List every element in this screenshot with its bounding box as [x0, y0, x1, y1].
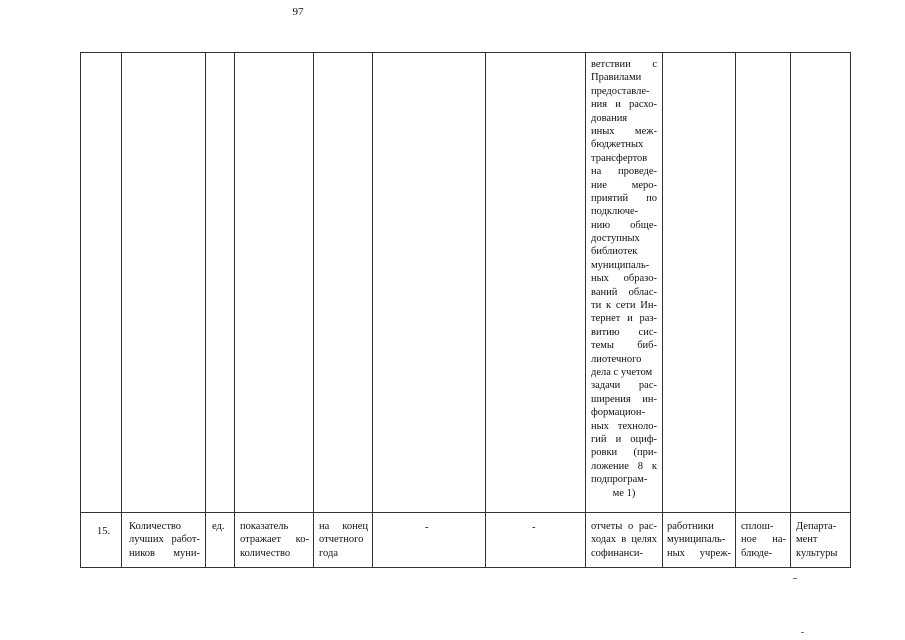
cell-line: гий и оциф- — [591, 433, 657, 445]
cell-line: культуры — [796, 547, 838, 559]
cell-line: Департа- — [796, 521, 837, 532]
cell-line: ходах в целях — [591, 534, 657, 546]
cell-line: отражает ко- — [240, 534, 309, 546]
cell-line: на конец — [319, 521, 368, 532]
cell-line: задачи рас- — [591, 380, 657, 392]
column-border — [790, 52, 791, 568]
cell-line: ных учреж- — [667, 547, 731, 559]
cell-line: лиотечного — [591, 353, 642, 365]
row-15-object-cell — [667, 520, 731, 560]
cell-line: муниципаль- — [667, 534, 726, 546]
cell-line: работники — [667, 521, 714, 532]
cell-line: блюде- — [741, 547, 773, 559]
cell-line: бюджетных — [591, 139, 644, 151]
row-15-name-cell — [129, 520, 200, 560]
cell-line: темы биб- — [591, 340, 657, 352]
cell-line: трансфертов — [591, 152, 648, 164]
column-border — [205, 52, 206, 568]
cell-line: года — [319, 547, 338, 559]
cell-line: тернет и раз- — [591, 313, 657, 325]
column-border — [735, 52, 736, 568]
row-15-unit-cell — [212, 520, 232, 533]
cell-line: нию обще- — [591, 219, 657, 231]
row-15-source-cell — [591, 520, 657, 560]
cell-line: ных техноло- — [591, 420, 657, 432]
column-border — [121, 52, 122, 568]
cell-line: ния и расхо- — [591, 99, 657, 111]
cell-line: подключе- — [591, 206, 639, 218]
row-15-number — [97, 525, 117, 538]
row-15-responsible-cell — [796, 520, 846, 560]
cell-line: мент — [796, 534, 818, 546]
row-number: 15. — [97, 526, 111, 537]
cell-line: формацион- — [591, 407, 645, 419]
cell-line: ных образо- — [591, 273, 657, 285]
cell-line: ние меро- — [591, 179, 657, 191]
cell-line: доступных — [591, 233, 640, 245]
cell-line: ширения ин- — [591, 393, 657, 405]
table-right-border — [850, 52, 851, 568]
cell-line: ме 1) — [612, 487, 636, 499]
column-border — [585, 52, 586, 568]
cell-line: ветствии с — [591, 59, 657, 70]
row-15-definition-cell — [240, 520, 309, 560]
continuation-cell — [591, 58, 657, 500]
cell-line: иных меж- — [591, 125, 657, 137]
cell-line: дования — [591, 112, 628, 124]
column-border — [485, 52, 486, 568]
cell-line: сплош- — [741, 521, 774, 532]
cell-line: отчетного — [319, 534, 364, 546]
cell-line: показатель — [240, 521, 289, 532]
scan-speck — [793, 578, 797, 579]
row-15-method-cell — [741, 520, 786, 560]
cell-line: ников муни- — [129, 547, 200, 559]
cell-line: ед. — [212, 521, 225, 532]
cell-line: софинанси- — [591, 547, 644, 559]
row-15-col7-dash: - — [532, 522, 536, 533]
column-border — [372, 52, 373, 568]
column-border — [662, 52, 663, 568]
cell-line: предоставле- — [591, 85, 650, 97]
cell-line: подпрограм- — [591, 474, 648, 486]
cell-line: библиотек — [591, 246, 638, 258]
page-number: 97 — [292, 6, 304, 18]
cell-line: ное на- — [741, 534, 786, 546]
column-border — [80, 52, 81, 568]
cell-line: ваний облас- — [591, 286, 657, 298]
cell-line: приятий по — [591, 192, 657, 204]
cell-line: муниципаль- — [591, 259, 650, 271]
cell-line: дела с учетом — [591, 366, 653, 378]
row-15-period-cell — [319, 520, 368, 560]
cell-line: ложение 8 к — [591, 460, 657, 472]
cell-line: лучших работ- — [129, 534, 200, 546]
row-15-col6-dash: - — [425, 522, 429, 533]
cell-line: Правилами — [591, 72, 642, 84]
cell-line: количество — [240, 547, 291, 559]
column-border — [313, 52, 314, 568]
cell-line: отчеты о рас- — [591, 521, 657, 532]
cell-line: ти к сети Ин- — [591, 300, 657, 312]
cell-line: Количество — [129, 521, 182, 532]
cell-line: витию сис- — [591, 326, 657, 338]
scan-speck — [801, 632, 804, 633]
column-border — [234, 52, 235, 568]
cell-line: ровки (при- — [591, 447, 657, 459]
cell-line: на проведе- — [591, 166, 657, 178]
